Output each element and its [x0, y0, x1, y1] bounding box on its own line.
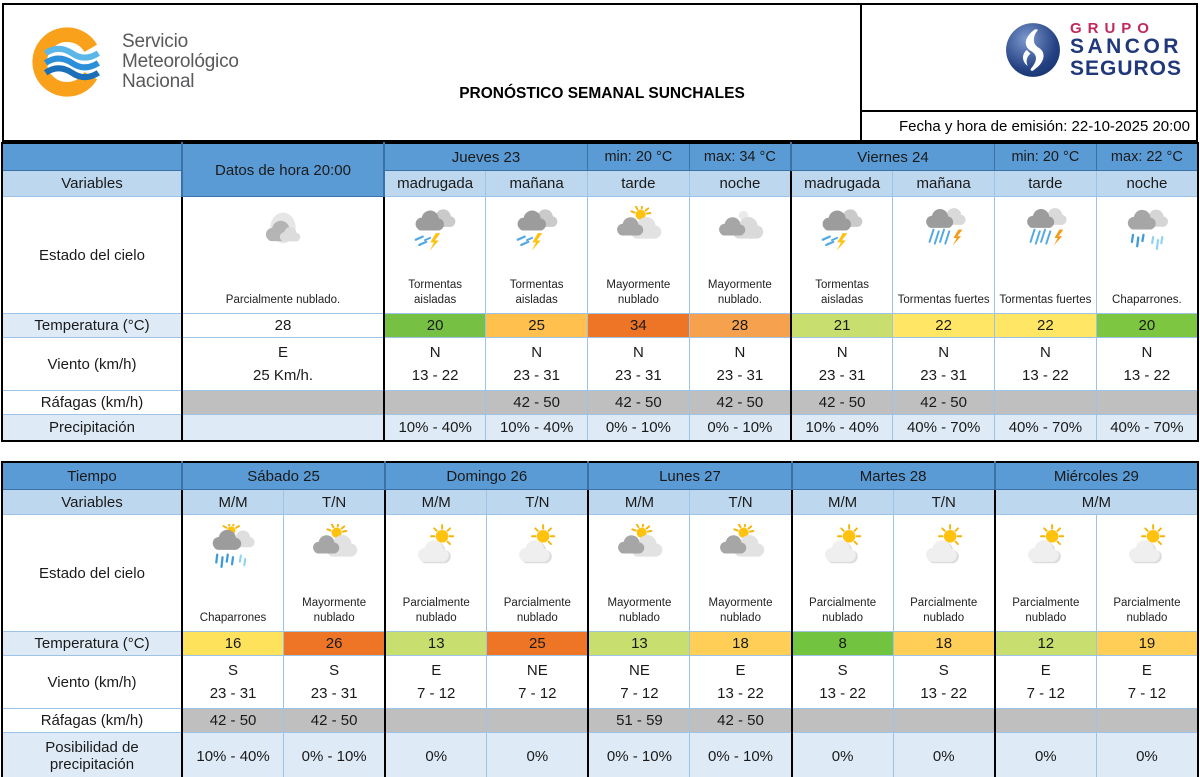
gusts-cell: 42 - 50 [284, 709, 386, 733]
gusts-cell: 42 - 50 [690, 709, 792, 733]
gusts-row [2, 709, 1198, 733]
period-header: T/N [690, 490, 792, 515]
sky-description: Tormentas aisladas [509, 279, 564, 307]
sky-description: Mayormente nublado [607, 597, 672, 625]
day-header: Domingo 26 [385, 462, 588, 490]
precipitation-cell: 0% [893, 733, 995, 777]
wind-direction: NE [629, 661, 650, 679]
sky-description: Mayormente nublado [708, 597, 773, 625]
wind-direction: E [431, 661, 442, 679]
sky-row [2, 515, 1198, 632]
wind-range: 13 - 22 [717, 685, 764, 702]
temperature-row [2, 314, 1198, 338]
temperature-cell: 19 [1096, 632, 1198, 656]
wind-range: 13 - 22 [819, 685, 866, 702]
day-header: Sábado 25 [182, 462, 385, 490]
temperature-cell: 13 [588, 632, 690, 656]
day-max-temp: max: 22 °C [1096, 143, 1198, 171]
day-header: Viernes 24 [791, 143, 995, 171]
emission-datetime: Fecha y hora de emisión: 22-10-2025 20:00 [898, 118, 1190, 135]
wind-cell [384, 338, 486, 391]
row-label-wind: Viento (km/h) [2, 656, 182, 709]
period-header-row [2, 171, 1198, 197]
gusts-cell: 42 - 50 [791, 391, 893, 415]
partly-cloudy-day-icon [1018, 524, 1074, 573]
period-header: tarde [588, 171, 690, 197]
wind-direction: E [1141, 661, 1152, 679]
wind-direction: S [329, 661, 340, 679]
wind-direction: S [938, 661, 949, 679]
sancor-logo [1004, 21, 1182, 79]
sky-cell [487, 515, 589, 632]
wind-cell [689, 338, 791, 391]
sky-description: Mayormente nublado [302, 597, 367, 625]
row-label-precipitation: Posibilidad de precipitación [2, 733, 182, 777]
precipitation-row [2, 415, 1198, 442]
weekly-forecast-table [1, 461, 1199, 777]
heavy-storm-icon [1017, 206, 1073, 255]
sky-description: Tormentas fuertes [999, 294, 1092, 307]
sky-cell [1096, 197, 1198, 314]
gusts-cell: 42 - 50 [893, 391, 995, 415]
wind-range: 23 - 31 [818, 367, 866, 384]
precipitation-cell: 0% [487, 733, 589, 777]
sky-description: Parcialmente nublado [1012, 597, 1080, 625]
precipitation-cell: 0% [1096, 733, 1198, 777]
day-min-temp: min: 20 °C [588, 143, 690, 171]
mostly-cloudy-day-icon [611, 524, 667, 573]
cloudy-night-icon [255, 206, 311, 255]
sky-cell [588, 515, 690, 632]
row-label-sky: Estado del cielo [2, 197, 182, 314]
wind-range: 23 - 31 [209, 685, 257, 702]
period-header: madrugada [791, 171, 893, 197]
wind-cell [182, 656, 284, 709]
sky-description: Parcialmente nublado [809, 597, 877, 625]
sky-cell [893, 197, 995, 314]
gusts-cell [995, 709, 1097, 733]
precipitation-cell: 10% - 40% [384, 415, 486, 442]
period-header: M/M [792, 490, 894, 515]
period-header: madrugada [384, 171, 486, 197]
wind-direction: N [531, 343, 543, 361]
sky-cell [588, 197, 690, 314]
period-header: T/N [487, 490, 589, 515]
gusts-cell [385, 709, 487, 733]
wind-range: 23 - 31 [716, 367, 764, 384]
sky-cell [689, 197, 791, 314]
day-header: Lunes 27 [588, 462, 791, 490]
corner-top-cell [2, 143, 182, 171]
wind-cell [893, 338, 995, 391]
wind-cell [284, 656, 386, 709]
sky-description: Chaparrones. [1112, 294, 1182, 307]
wind-range: 13 - 22 [411, 367, 459, 384]
mostly-cloudy-day-icon [306, 524, 362, 573]
precipitation-cell: 10% - 40% [182, 733, 284, 777]
wind-direction: N [429, 343, 441, 361]
sky-description: Mayormente nublado [606, 279, 671, 307]
temperature-cell: 21 [791, 314, 893, 338]
wind-cell [1096, 656, 1198, 709]
day-header-row [2, 143, 1198, 171]
temperature-cell: 22 [893, 314, 995, 338]
period-header: T/N [284, 490, 386, 515]
precipitation-cell: 0% - 10% [588, 415, 690, 442]
temperature-cell: 25 [487, 632, 589, 656]
storm-icon [814, 206, 870, 255]
sancor-name-label: SANCOR [1069, 35, 1182, 59]
period-header: M/M [385, 490, 487, 515]
showers-night-icon [1119, 206, 1175, 255]
day-header-row [2, 462, 1198, 490]
wind-range: 7 - 12 [518, 685, 557, 702]
mostly-cloudy-day-icon [713, 524, 769, 573]
day-header: Jueves 23 [384, 143, 588, 171]
sky-cell [182, 197, 384, 314]
gusts-cell [1096, 709, 1198, 733]
period-header: mañana [486, 171, 588, 197]
sky-description: Tormentas aisladas [815, 279, 869, 307]
sky-cell [284, 515, 386, 632]
row-label-sky: Estado del cielo [2, 515, 182, 632]
precipitation-cell: 0% [385, 733, 487, 777]
partly-cloudy-day-icon [408, 524, 464, 573]
variables-label: Variables [2, 490, 182, 515]
row-label-gusts: Ráfagas (km/h) [2, 391, 182, 415]
table2-container [1, 461, 1199, 777]
gusts-cell [182, 391, 384, 415]
sky-description: Tormentas aisladas [408, 279, 462, 307]
variables-label: Variables [2, 171, 182, 197]
emission-separator [862, 110, 1196, 112]
wind-range: 23 - 31 [920, 367, 967, 384]
partly-cloudy-day-icon [815, 524, 871, 573]
gusts-cell [995, 391, 1097, 415]
sky-row [2, 197, 1198, 314]
precipitation-row [2, 733, 1198, 777]
sancor-logo-icon [1004, 21, 1062, 79]
wind-range: 23 - 31 [310, 685, 358, 702]
wind-direction: NE [526, 661, 548, 679]
smn-line-1: Servicio [122, 30, 188, 52]
temperature-cell: 28 [689, 314, 791, 338]
wind-range: 7 - 12 [1026, 685, 1065, 702]
wind-cell [588, 656, 690, 709]
precipitation-cell: 0% - 10% [284, 733, 386, 777]
temperature-cell: 34 [588, 314, 690, 338]
precipitation-cell: 10% - 40% [486, 415, 588, 442]
gusts-cell: 42 - 50 [588, 391, 690, 415]
gusts-cell: 42 - 50 [689, 391, 791, 415]
period-header: noche [689, 171, 791, 197]
sky-cell [182, 515, 284, 632]
sky-cell [893, 515, 995, 632]
sancor-seguros-label: SEGUROS [1069, 56, 1182, 80]
gusts-cell [487, 709, 589, 733]
wind-direction: N [1141, 343, 1153, 361]
day-header: Miércoles 29 [995, 462, 1198, 490]
sky-description: Parcialmente nublado. [225, 294, 341, 307]
partly-cloudy-day-icon [916, 524, 972, 573]
wind-direction: E [735, 661, 746, 679]
wind-direction: N [734, 343, 746, 361]
wind-cell [995, 656, 1097, 709]
wind-range: 7 - 12 [417, 685, 456, 702]
temperature-cell: 25 [486, 314, 588, 338]
sky-description: Chaparrones [199, 612, 267, 625]
sky-cell [385, 515, 487, 632]
wind-cell [182, 338, 384, 391]
temperature-cell: 26 [284, 632, 386, 656]
storm-icon [509, 206, 565, 255]
wind-direction: S [837, 661, 848, 679]
temperature-cell: 22 [995, 314, 1097, 338]
sky-description: Mayormente nublado. [707, 279, 772, 307]
smn-line-3: Nacional [122, 71, 195, 93]
wind-row [2, 338, 1198, 391]
wind-range: 13 - 22 [1123, 367, 1171, 384]
datos-header: Datos de hora 20:00 [182, 143, 384, 197]
temperature-cell: 18 [690, 632, 792, 656]
period-header: T/N [893, 490, 995, 515]
sky-cell [792, 515, 894, 632]
gusts-cell [792, 709, 894, 733]
smn-line-2: Meteorológico [122, 50, 239, 72]
period-header: tarde [995, 171, 1097, 197]
wind-direction: N [836, 343, 848, 361]
sky-description: Parcialmente nublado [910, 597, 978, 625]
table1-container [1, 142, 1199, 442]
sky-cell [995, 197, 1097, 314]
period-header: M/M [588, 490, 690, 515]
row-label-wind: Viento (km/h) [2, 338, 182, 391]
wind-row [2, 656, 1198, 709]
heavy-storm-icon [916, 206, 972, 255]
period-header: M/M [995, 490, 1198, 515]
row-label-precipitation: Precipitación [2, 415, 182, 442]
header-divider [860, 5, 862, 140]
row-label-gusts: Ráfagas (km/h) [2, 709, 182, 733]
wind-direction: N [632, 343, 644, 361]
day-header: Martes 28 [792, 462, 995, 490]
page-header [2, 3, 1198, 142]
sky-description: Parcialmente nublado [1113, 597, 1181, 625]
showers-day-icon [205, 524, 261, 573]
gusts-row [2, 391, 1198, 415]
wind-direction: E [277, 343, 288, 361]
sancor-grupo-label: GRUPO [1069, 20, 1155, 37]
sky-cell [1096, 515, 1198, 632]
tiempo-label: Tiempo [2, 462, 182, 490]
gusts-cell [1096, 391, 1198, 415]
wind-cell [385, 656, 487, 709]
wind-cell [486, 338, 588, 391]
temperature-row [2, 632, 1198, 656]
sky-description: Parcialmente nublado [402, 597, 470, 625]
precipitation-cell: 0% [995, 733, 1097, 777]
sky-cell [690, 515, 792, 632]
partly-cloudy-day-icon [1119, 524, 1175, 573]
sky-description: Parcialmente nublado [503, 597, 571, 625]
page-title: PRONÓSTICO SEMANAL SUNCHALES [459, 85, 745, 102]
temperature-cell: 12 [995, 632, 1097, 656]
wind-direction: S [228, 661, 239, 679]
wind-direction: E [1040, 661, 1051, 679]
mostly-cloudy-day-icon [610, 206, 666, 255]
wind-range: 23 - 31 [615, 367, 662, 384]
period-header-row [2, 490, 1198, 515]
sky-cell [791, 197, 893, 314]
sancor-logo-text [1070, 21, 1182, 79]
precipitation-cell: 10% - 40% [791, 415, 893, 442]
day-min-temp: min: 20 °C [995, 143, 1097, 171]
precipitation-cell [182, 415, 384, 442]
wind-direction: N [938, 343, 950, 361]
gusts-cell: 51 - 59 [588, 709, 690, 733]
sky-cell [995, 515, 1097, 632]
temperature-cell: 16 [182, 632, 284, 656]
precipitation-cell: 40% - 70% [893, 415, 995, 442]
sky-cell [384, 197, 486, 314]
period-header: noche [1096, 171, 1198, 197]
temperature-cell: 8 [792, 632, 894, 656]
gusts-cell: 42 - 50 [182, 709, 284, 733]
wind-range: 13 - 22 [1022, 367, 1069, 384]
period-header: M/M [182, 490, 284, 515]
wind-cell [995, 338, 1097, 391]
temperature-cell: 20 [384, 314, 486, 338]
gusts-cell [384, 391, 486, 415]
gusts-cell [893, 709, 995, 733]
precipitation-cell: 0% [792, 733, 894, 777]
period-header: mañana [893, 171, 995, 197]
row-label-temperature: Temperatura (°C) [2, 314, 182, 338]
sky-description: Tormentas fuertes [897, 294, 990, 307]
gusts-cell: 42 - 50 [486, 391, 588, 415]
wind-range: 7 - 12 [1127, 685, 1167, 702]
wind-range: 23 - 31 [513, 367, 560, 384]
mostly-cloudy-night-icon [712, 206, 768, 255]
temperature-cell: 28 [182, 314, 384, 338]
storm-icon [407, 206, 463, 255]
wind-direction: N [1039, 343, 1051, 361]
wind-cell [893, 656, 995, 709]
temperature-cell: 18 [893, 632, 995, 656]
row-label-temperature: Temperatura (°C) [2, 632, 182, 656]
day-max-temp: max: 34 °C [689, 143, 791, 171]
partly-cloudy-day-icon [509, 524, 565, 573]
precipitation-cell: 0% - 10% [689, 415, 791, 442]
temperature-cell: 13 [385, 632, 487, 656]
wind-cell [690, 656, 792, 709]
wind-cell [588, 338, 690, 391]
wind-cell [487, 656, 589, 709]
wind-cell [792, 656, 894, 709]
precipitation-cell: 40% - 70% [995, 415, 1097, 442]
wind-cell [1096, 338, 1198, 391]
smn-logo-text [122, 32, 239, 92]
wind-range: 25 Km/h. [252, 367, 314, 384]
hourly-forecast-table [1, 142, 1199, 442]
sky-cell [486, 197, 588, 314]
precipitation-cell: 40% - 70% [1096, 415, 1198, 442]
precipitation-cell: 0% - 10% [690, 733, 792, 777]
wind-cell [791, 338, 893, 391]
precipitation-cell: 0% - 10% [588, 733, 690, 777]
temperature-cell: 20 [1096, 314, 1198, 338]
wind-range: 13 - 22 [920, 685, 968, 702]
wind-range: 7 - 12 [620, 685, 659, 702]
